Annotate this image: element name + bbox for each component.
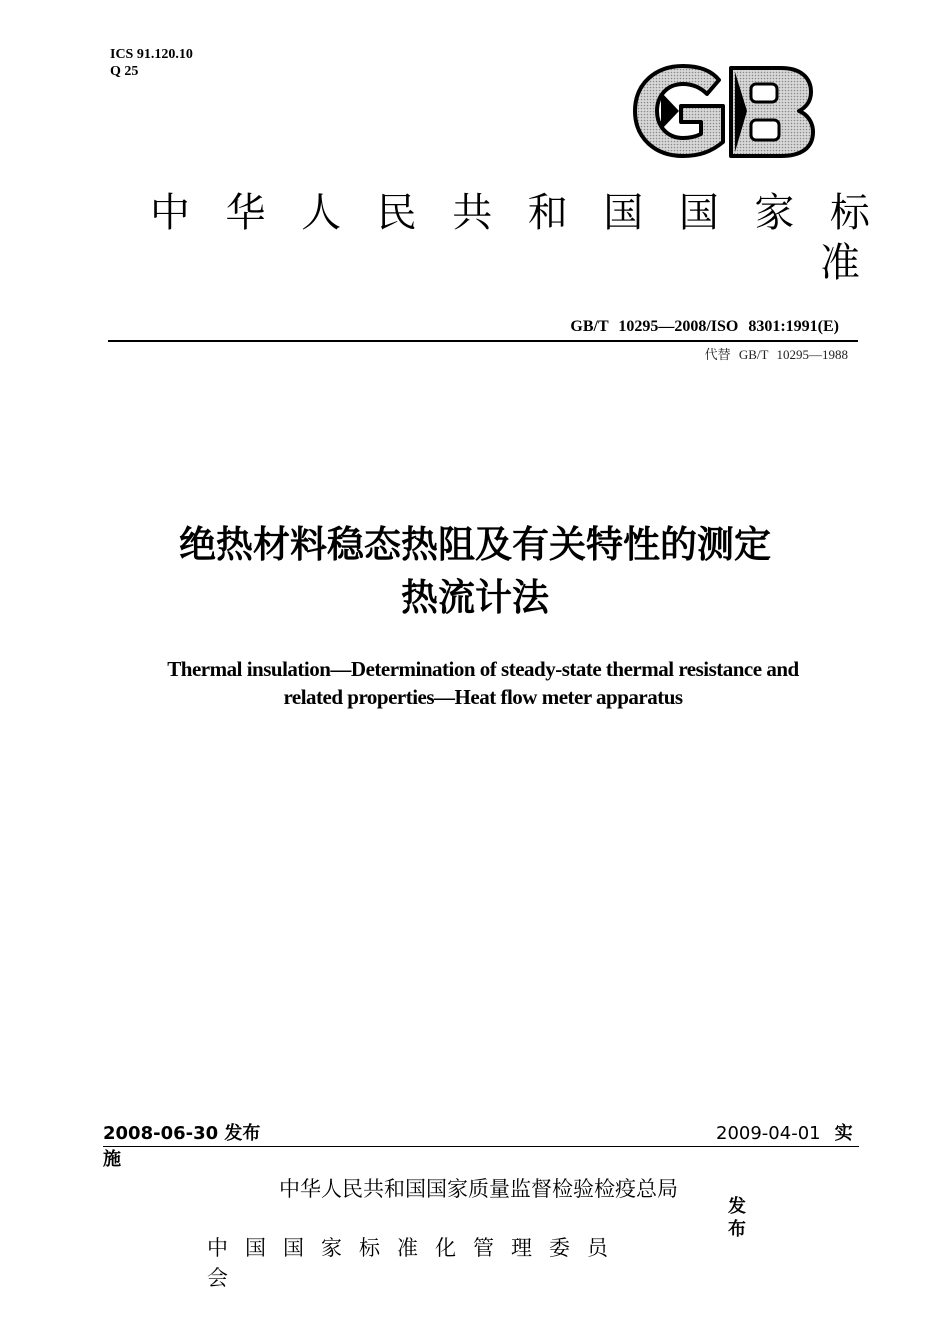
header-divider — [108, 340, 858, 342]
standard-number: GB/T 10295—2008/ISO 8301:1991(E) — [570, 318, 839, 335]
title-char: 家 — [754, 190, 795, 236]
ics-code: ICS 91.120.10 — [110, 47, 193, 62]
issue-date: 2008-06-30 发布 — [103, 1123, 261, 1144]
gb-logo — [631, 62, 817, 160]
chinese-title-line1: 绝热材料稳态热阻及有关特性的测定 — [179, 523, 771, 566]
title-char: 中 — [150, 190, 190, 236]
english-title-line1: Thermal insulation—Determination of steady-state thermal resistance and — [167, 657, 799, 681]
implementation-date — [716, 1123, 853, 1145]
title-char: 标 — [829, 190, 870, 236]
title-char: 民 — [376, 190, 417, 236]
logo-letter-b — [731, 68, 813, 156]
title-char: 华 — [225, 190, 266, 236]
national-standard-title-tail: 准 — [820, 240, 860, 286]
logo-letter-g — [635, 66, 723, 156]
title-char: 人 — [301, 190, 342, 236]
implementation-word-tail: 施 — [103, 1149, 121, 1170]
issuing-organization-1: 中华人民共和国国家质量监督检验检疫总局 — [279, 1177, 678, 1201]
footer-divider — [103, 1146, 859, 1147]
national-standard-title — [150, 188, 870, 238]
issuing-organization-2: 中国国家标准化管理委员会 — [207, 1236, 625, 1290]
english-title-line2: related properties—Heat flow meter apparatus — [283, 685, 683, 709]
classification-codes — [110, 46, 193, 80]
replaces-standard: 代替 GB/T 10295—1988 — [704, 347, 848, 362]
publish-label: 发布 — [728, 1196, 746, 1240]
logo-text: GB — [631, 62, 633, 63]
title-char: 共 — [452, 190, 493, 236]
implementation-date-value: 2009-04-01 — [716, 1123, 821, 1144]
chinese-title-line2: 热流计法 — [401, 576, 549, 619]
implementation-word: 实 — [834, 1123, 853, 1144]
ccs-code: Q 25 — [110, 64, 139, 79]
title-char: 国 — [603, 190, 644, 236]
title-char: 和 — [527, 190, 568, 236]
title-char: 国 — [678, 190, 719, 236]
